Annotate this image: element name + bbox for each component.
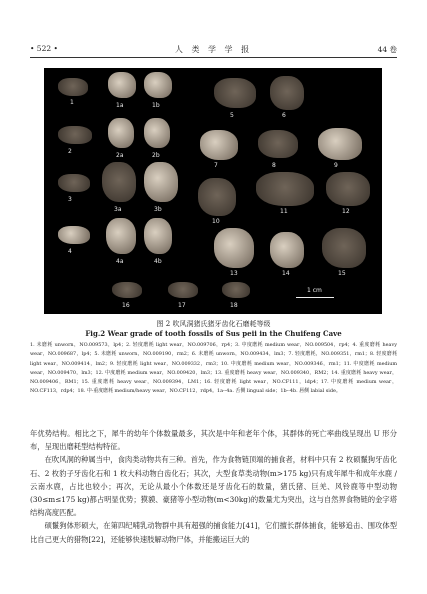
paragraph-3: 硕鬣狗体形硕大，在第四纪哺乳动物群中具有超强的捕食能力[41]，它们擅长群体捕食，能够追击、围攻体型比自己更大的猎物[22]，还能够快速肢解动物尸体，并能搬运巨大的 [30,521,397,544]
scale-bar [296,297,334,298]
specimen-label-2: 2 [68,148,72,155]
specimen-label-3: 3 [68,196,72,203]
page-header [30,44,397,58]
specimen-label-1: 1 [70,99,74,106]
specimen-label-4b: 4b [154,258,162,265]
tooth-specimen-1 [58,78,88,96]
tooth-specimen-14 [270,232,304,268]
figure-caption-en: Fig.2 Wear grade of tooth fossils of Sus peii in the Chuifeng Cave [85,329,342,338]
tooth-specimen-4a [106,218,136,254]
specimen-label-18: 18 [230,302,238,309]
page-number: • 522 • [30,44,58,53]
body-text [30,427,397,546]
tooth-specimen-1b [144,72,172,98]
specimen-label-13: 13 [230,270,238,277]
tooth-specimen-10 [198,178,236,216]
specimen-label-2a: 2a [116,152,124,159]
tooth-specimen-4 [58,226,90,244]
tooth-specimen-9 [318,128,362,160]
specimen-label-10: 10 [212,218,220,225]
tooth-specimen-12 [326,172,370,206]
specimen-label-5: 5 [230,112,234,119]
journal-title: 人 类 学 学 报 [174,45,253,54]
specimen-label-9: 9 [334,162,338,169]
tooth-specimen-5 [214,78,256,108]
tooth-specimen-8 [258,130,298,158]
tooth-specimen-2 [58,126,92,144]
specimen-label-14: 14 [282,270,290,277]
specimen-label-4: 4 [68,248,72,255]
tooth-specimen-11 [256,172,314,206]
figure-legend: 1. 未磨耗 unworn，NO.009573，lp4；2. 轻度磨耗 light wear，NO.009706，rp4；3. 中度磨耗 medium wear，NO.009504，rp4；4. 重度磨耗 heavy wear，NO.009687，lp4；5. 未磨耗 unworn，NO.009190，rm2；6. 未磨耗 unworn，NO.009434，lm3；7. 轻度磨耗，NO.009351，rm1；8. 轻度磨耗 light wear，NO.009414，lm2；9. 轻度磨耗 light wear，NO.009332，rm3；10. 中度磨耗 medium wear，NO.009346，rm1；11. 中度磨耗 medium wear，NO.009470，lm3；12. 中度磨耗 medium wear，NO.009420，lm3；13. 重度磨耗 heavy wear，NO.009340，RM2；14. 重度磨耗 heavy wear，NO.009406，RM1；15. 重度磨耗 heavy wear，NO.009394，LM1；16. 轻度磨耗 light wear，NO.CF111，ldp4；17. 中度磨耗 medium wear，NO.CF113，rdp4；18. 中-重度磨耗 medium/heavy wear，NO.CF112，rdp4。1a--4a. 舌侧 lingual side；1b--4b. 唇侧 labial side。 [30,342,397,395]
tooth-specimen-2a [108,118,134,148]
specimen-label-17: 17 [178,302,186,309]
header-rule [30,57,397,58]
specimen-label-1b: 1b [152,102,160,109]
paragraph-1: 年优势结构。相比之下，犀牛的幼年个体数量最多，其次是中年和老年个体，其群体的死亡率曲线呈现出 U 形分布，呈现出磨耗型结构特征。 [30,429,397,452]
volume-number: 44 卷 [377,45,397,54]
tooth-specimen-13 [214,228,254,268]
specimen-label-16: 16 [122,302,130,309]
tooth-specimen-3 [58,174,90,192]
specimen-label-11: 11 [280,208,288,215]
specimen-label-7: 7 [214,162,218,169]
scale-bar-label: 1 cm [307,287,322,294]
tooth-specimen-3a [102,162,136,202]
specimen-label-2b: 2b [152,152,160,159]
tooth-specimen-3b [144,162,178,202]
specimen-label-6: 6 [282,112,286,119]
figure-caption-zh: 图 2 吹风洞猪氏猪牙齿化石磨耗等级 [156,320,271,328]
tooth-specimen-1a [108,72,136,98]
tooth-specimen-6 [270,76,304,110]
tooth-specimen-4b [144,218,172,254]
tooth-specimen-18 [222,282,250,298]
specimen-label-3a: 3a [114,206,122,213]
specimen-label-12: 12 [342,208,350,215]
specimen-label-1a: 1a [116,102,124,109]
tooth-specimen-17 [168,282,198,298]
specimen-label-3b: 3b [154,206,162,213]
tooth-specimen-7 [200,130,238,160]
specimen-label-15: 15 [338,270,346,277]
tooth-specimen-15 [322,228,366,268]
specimen-label-8: 8 [272,162,276,169]
specimen-label-4a: 4a [116,258,124,265]
tooth-fossil-figure [44,68,382,314]
paragraph-2: 在吹风洞的种属当中，食肉类动物共有三种。首先，作为食物链顶端的捕食者，材料中只有 2 枚硕鬣狗牙齿化石、2 枚豹子牙齿化石和 1 枚大科动物白齿化石；其次，大型食草类动物(m>175 kg)只有成年犀牛和成年水鹿 / 云南水鹿，占比也较小；再次，无论从最小个体数还是牙齿化石的数量，猪氏猪、巨羌、风铃鹿等中型动物(30≤m≤175 kg)都占明显优势；獏貘、豪猪等小型动物(m<30kg)的数量尤为突出，这与自然界食物链的金字塔结构高度匹配。 [30,455,397,518]
tooth-specimen-16 [112,282,142,298]
tooth-specimen-2b [144,118,170,148]
